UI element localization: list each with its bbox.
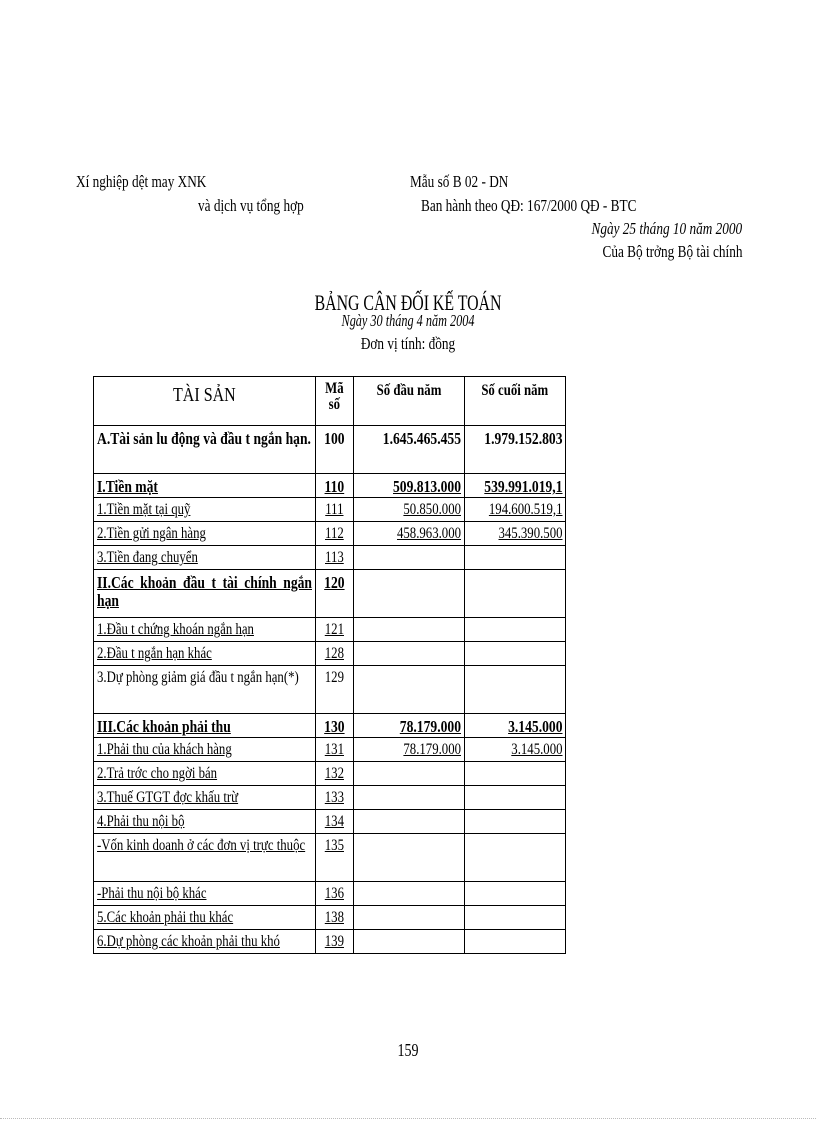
- table-row: [94, 714, 566, 738]
- row-code: 110: [316, 474, 354, 498]
- row-code: 129: [316, 666, 354, 714]
- row-name: A.Tài sản lu động và đầu t ngắn hạn.: [94, 426, 316, 474]
- row-name: 4.Phải thu nội bộ: [94, 810, 316, 834]
- row-code: 111: [316, 498, 354, 522]
- ministry: Của Bộ trởng Bộ tài chính: [602, 242, 742, 261]
- table-row: [94, 618, 566, 642]
- row-name: 2.Trả trớc cho ngời bán: [94, 762, 316, 786]
- table-row: [94, 546, 566, 570]
- row-code: 138: [316, 906, 354, 930]
- row-code: 128: [316, 642, 354, 666]
- row-end-value: [465, 618, 566, 642]
- report-date: Ngày 30 tháng 4 năm 2004: [341, 311, 475, 330]
- row-start-value: [354, 642, 465, 666]
- row-start-value: 50.850.000: [354, 498, 465, 522]
- row-code: 100: [316, 426, 354, 474]
- table-row: [94, 906, 566, 930]
- row-start-value: [354, 666, 465, 714]
- row-end-value: [465, 906, 566, 930]
- row-end-value: [465, 642, 566, 666]
- row-start-value: [354, 762, 465, 786]
- row-name: 1.Tiền mặt tại quỹ: [94, 498, 316, 522]
- row-name: 3.Thuế GTGT đợc khấu trừ: [94, 786, 316, 810]
- row-code: 112: [316, 522, 354, 546]
- row-name: I.Tiền mặt: [94, 474, 316, 498]
- row-end-value: [465, 666, 566, 714]
- row-name: -Vốn kinh doanh ở các đơn vị trực thuộc: [94, 834, 316, 882]
- row-code: 131: [316, 738, 354, 762]
- table-header-row: [94, 377, 566, 426]
- row-name: 1.Phải thu của khách hàng: [94, 738, 316, 762]
- row-start-value: [354, 570, 465, 618]
- row-start-value: 1.645.465.455: [354, 426, 465, 474]
- row-code: 139: [316, 930, 354, 954]
- company-name-line2: và dịch vụ tổng hợp: [198, 196, 304, 215]
- row-end-value: 194.600.519,1: [465, 498, 566, 522]
- row-name: 2.Đầu t ngắn hạn khác: [94, 642, 316, 666]
- balance-sheet-table: [93, 376, 566, 954]
- row-end-value: [465, 546, 566, 570]
- row-start-value: [354, 618, 465, 642]
- issued-by: Ban hành theo QĐ: 167/2000 QĐ - BTC: [421, 196, 637, 215]
- row-end-value: [465, 786, 566, 810]
- row-end-value: 345.390.500: [465, 522, 566, 546]
- row-start-value: [354, 810, 465, 834]
- row-start-value: [354, 546, 465, 570]
- table-row: [94, 666, 566, 714]
- table-row: [94, 522, 566, 546]
- row-name: 3.Tiền đang chuyển: [94, 546, 316, 570]
- row-name: II.Các khoản đầu t tài chính ngắn hạn: [94, 570, 316, 618]
- table-row: [94, 498, 566, 522]
- row-start-value: [354, 906, 465, 930]
- row-name: III.Các khoản phải thu: [94, 714, 316, 738]
- document-title: BẢNG CÂN ĐỐI KẾ TOÁN: [314, 290, 502, 315]
- form-number: Mẫu số B 02 - DN: [410, 172, 509, 191]
- issued-date: Ngày 25 tháng 10 năm 2000: [591, 219, 742, 238]
- table-row: [94, 834, 566, 882]
- row-start-value: [354, 882, 465, 906]
- row-end-value: 1.979.152.803: [465, 426, 566, 474]
- row-end-value: [465, 810, 566, 834]
- row-end-value: [465, 570, 566, 618]
- header-end: Số cuối năm: [465, 377, 566, 426]
- page-bottom-divider: [0, 1118, 816, 1119]
- row-code: 130: [316, 714, 354, 738]
- currency-unit: Đơn vị tính: đồng: [360, 334, 456, 353]
- row-start-value: 78.179.000: [354, 738, 465, 762]
- table-row: [94, 642, 566, 666]
- row-end-value: 539.991.019,1: [465, 474, 566, 498]
- page-number: 159: [397, 1040, 419, 1060]
- header-assets: TÀI SẢN: [94, 377, 316, 426]
- table-row: [94, 786, 566, 810]
- table-row: [94, 474, 566, 498]
- company-name-line1: Xí nghiệp dệt may XNK: [76, 172, 207, 191]
- row-end-value: [465, 882, 566, 906]
- row-name: 1.Đầu t chứng khoán ngắn hạn: [94, 618, 316, 642]
- row-name: -Phải thu nội bộ khác: [94, 882, 316, 906]
- row-start-value: [354, 786, 465, 810]
- row-end-value: [465, 930, 566, 954]
- header-code: Mã số: [316, 377, 354, 426]
- row-code: 120: [316, 570, 354, 618]
- row-end-value: [465, 834, 566, 882]
- row-start-value: [354, 834, 465, 882]
- table-row: [94, 882, 566, 906]
- row-start-value: 458.963.000: [354, 522, 465, 546]
- row-name: 6.Dự phòng các khoản phải thu khó: [94, 930, 316, 954]
- row-code: 134: [316, 810, 354, 834]
- row-name: 3.Dự phòng giảm giá đầu t ngắn hạn(*): [94, 666, 316, 714]
- row-start-value: 509.813.000: [354, 474, 465, 498]
- table-row: [94, 930, 566, 954]
- row-code: 132: [316, 762, 354, 786]
- row-start-value: 78.179.000: [354, 714, 465, 738]
- table-row: [94, 426, 566, 474]
- row-name: 5.Các khoản phải thu khác: [94, 906, 316, 930]
- header-start: Số đầu năm: [354, 377, 465, 426]
- row-end-value: 3.145.000: [465, 714, 566, 738]
- row-end-value: 3.145.000: [465, 738, 566, 762]
- row-name: 2.Tiền gửi ngân hàng: [94, 522, 316, 546]
- row-end-value: [465, 762, 566, 786]
- table-row: [94, 762, 566, 786]
- table-row: [94, 810, 566, 834]
- row-code: 121: [316, 618, 354, 642]
- table-row: [94, 738, 566, 762]
- row-code: 133: [316, 786, 354, 810]
- row-start-value: [354, 930, 465, 954]
- row-code: 136: [316, 882, 354, 906]
- table-row: [94, 570, 566, 618]
- row-code: 113: [316, 546, 354, 570]
- row-code: 135: [316, 834, 354, 882]
